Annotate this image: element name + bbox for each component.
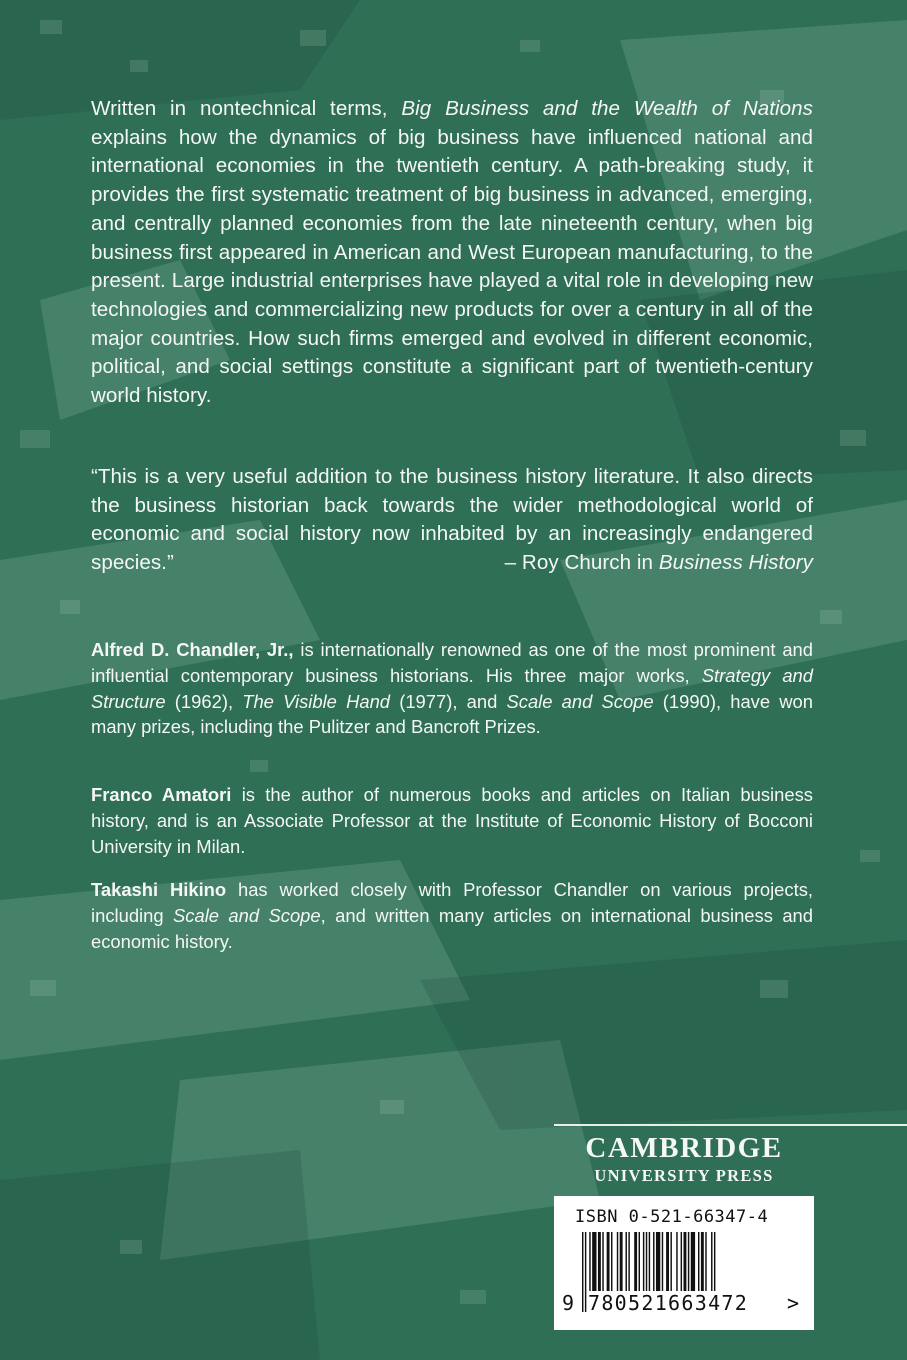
review-quote bbox=[91, 463, 813, 578]
barcode-bar bbox=[681, 1232, 682, 1298]
barcode-bar bbox=[582, 1232, 583, 1312]
barcode-bar bbox=[620, 1232, 623, 1298]
barcode-bar bbox=[607, 1232, 610, 1298]
barcode-bar bbox=[705, 1232, 706, 1298]
quote-attribution bbox=[505, 549, 813, 578]
author-name-hikino: Takashi Hikino bbox=[91, 879, 227, 900]
ean-first-digit: 9 bbox=[562, 1291, 575, 1315]
bio-hikino bbox=[91, 877, 813, 954]
barcode-bar bbox=[643, 1232, 644, 1298]
author-name-chandler: Alfred D. Chandler, Jr., bbox=[91, 639, 294, 660]
work-strategy-and-structure: Strategy and Structure bbox=[91, 664, 813, 712]
barcode-bar bbox=[626, 1232, 627, 1298]
publisher-logo bbox=[554, 1132, 814, 1187]
barcode-bar bbox=[617, 1232, 618, 1298]
bio-chandler-text-4: (1990), have won many prizes, including the Pulitzer and Bancroft Prizes. bbox=[91, 690, 814, 738]
barcode-bar bbox=[634, 1232, 637, 1298]
publisher-name: CAMBRIDGE bbox=[585, 1132, 783, 1164]
blurb-lead: Written in nontechnical terms, bbox=[91, 97, 402, 120]
quote-source: Business History bbox=[658, 551, 813, 575]
quote-attribution-prefix: – Roy Church in bbox=[504, 551, 659, 575]
barcode-bar bbox=[598, 1232, 601, 1298]
barcode-bar bbox=[602, 1232, 603, 1298]
bio-chandler-text-3: (1977), and bbox=[390, 690, 507, 712]
bio-hikino-text-2: , and written many articles on international business and economic history. bbox=[91, 904, 813, 952]
barcode-bar bbox=[676, 1232, 677, 1298]
blurb-body: explains how the dynamics of big business have influenced national and international economies in the twentieth century. A path-breaking study, it provides the first systematic treatment of big business in advanced, emerging, and centrally planned economies from the late nineteenth century, when big business first appeared in American and West European manufacturing, to the present. Large industrial enterprises have played a vital role in developing new technologies and commercializing new products for over a century in all of the major countries. How such firms emerged and evolved in different economic, political, and social settings constitute a significant part of twentieth-century world history. bbox=[91, 125, 813, 408]
quote-text: “This is a very useful addition to the business history literature. It also directs the business historian back towards the wider methodological world of economic and social history now inhabited by an increasingly endangered species.” bbox=[91, 465, 813, 575]
work-scale-and-scope-2: Scale and Scope bbox=[173, 904, 321, 926]
barcode-bar bbox=[585, 1232, 586, 1312]
ean-quiet-zone-marker: > bbox=[787, 1291, 800, 1315]
barcode-bar bbox=[592, 1232, 596, 1298]
ean-digits: 780521663472 bbox=[588, 1291, 774, 1315]
bio-chandler-text-2: (1962), bbox=[165, 690, 243, 712]
barcode-bar bbox=[691, 1232, 695, 1298]
work-scale-and-scope: Scale and Scope bbox=[506, 690, 654, 712]
work-the-visible-hand: The Visible Hand bbox=[242, 690, 391, 712]
barcode-bar bbox=[688, 1232, 689, 1298]
bio-amatori bbox=[91, 782, 813, 859]
barcode-bar bbox=[701, 1232, 704, 1298]
barcode-bar bbox=[656, 1232, 660, 1298]
publisher-divider bbox=[554, 1124, 907, 1126]
barcode-panel bbox=[554, 1196, 814, 1330]
bio-chandler-text-1: is internationally renowned as one of the most prominent and influential contemporary business historians. His three major works, bbox=[91, 639, 814, 686]
isbn-label: ISBN 0-521-66347-4 bbox=[575, 1207, 769, 1227]
barcode-bar bbox=[639, 1232, 640, 1298]
barcode-bar bbox=[589, 1232, 590, 1298]
bio-hikino-text-1: has worked closely with Professor Chandler on various projects, including bbox=[91, 879, 813, 926]
barcode-bar bbox=[653, 1232, 654, 1298]
barcode-bar bbox=[670, 1232, 671, 1298]
barcode-bar bbox=[698, 1232, 699, 1298]
barcode-bar bbox=[611, 1232, 612, 1298]
publisher-subtitle: UNIVERSITY PRESS bbox=[594, 1166, 774, 1185]
barcode-bar bbox=[662, 1232, 663, 1298]
bio-amatori-text: is the author of numerous books and articles on Italian business history, and is an Associate Professor at the Institute of Economic History of Bocconi University in Milan. bbox=[91, 784, 813, 857]
barcode-bar bbox=[628, 1232, 629, 1298]
barcode-bar bbox=[684, 1232, 687, 1298]
barcode-bar bbox=[666, 1232, 669, 1298]
author-name-amatori: Franco Amatori bbox=[91, 784, 232, 805]
blurb-paragraph bbox=[91, 95, 813, 411]
bio-chandler bbox=[91, 637, 813, 740]
book-title: Big Business and the Wealth of Nations bbox=[401, 97, 813, 120]
